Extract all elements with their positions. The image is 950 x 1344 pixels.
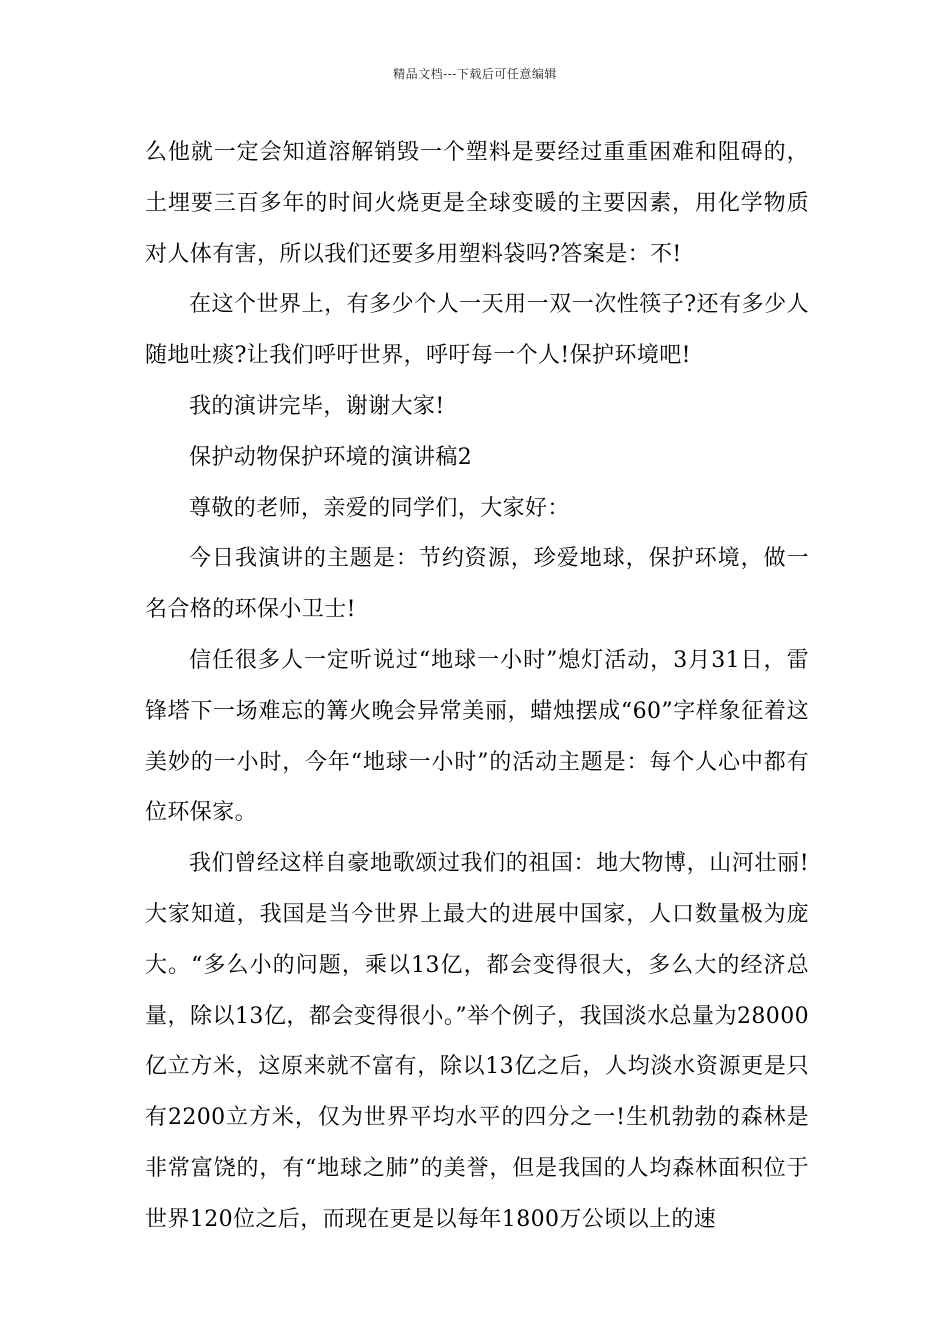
document-body (145, 128, 809, 1246)
speech-title: 保护动物保护环境的演讲稿2 (189, 444, 473, 470)
paragraph-3: 我的演讲完毕，谢谢大家! (189, 393, 445, 419)
paragraph-7: 信任很多人一定听说过“地球一小时”熄灯活动，3月31日，雷锋塔下一场难忘的篝火晚会异常美丽，蜡烛摆成“60”字样象征着这美妙的一小时，今年“地球一小时”的活动主题是：每个人心中都有位环保家。 (145, 647, 809, 826)
paragraph-2: 在这个世界上，有多少个人一天用一双一次性筷子?还有多少人随地吐痰?让我们呼吁世界，呼吁每一个人!保护环境吧! (145, 292, 809, 369)
paragraph-1: 么他就一定会知道溶解销毁一个塑料是要经过重重困难和阻碍的，土埋要三百多年的时间火烧更是全球变暖的主要因素，用化学物质对人体有害，所以我们还要多用塑料袋吗?答案是：不! (145, 140, 809, 267)
page-header: 精品文档---下载后可任意编辑 (393, 67, 557, 81)
paragraph-6: 今日我演讲的主题是：节约资源，珍爱地球，保护环境，做一名合格的环保小卫士! (145, 546, 809, 623)
paragraph-8: 我们曾经这样自豪地歌颂过我们的祖国：地大物博，山河壮丽!大家知道，我国是当今世界上最大的进展中国家，人口数量极为庞大。“多么小的问题，乘以13亿，都会变得很大，多么大的经济总量，除以13亿，都会变得很小。”举个例子，我国淡水总量为28000亿立方米，这原来就不富有，除以13亿之后，人均淡水资源更是只有2200立方米，仅为世界平均水平的四分之一!生机勃勃的森林是非常富饶的，有“地球之肺”的美誉，但是我国的人均森林面积位于世界120位之后，而现在更是以每年1800万公顷以上的速 (145, 851, 809, 1232)
greeting: 尊敬的老师，亲爱的同学们，大家好： (189, 495, 570, 521)
